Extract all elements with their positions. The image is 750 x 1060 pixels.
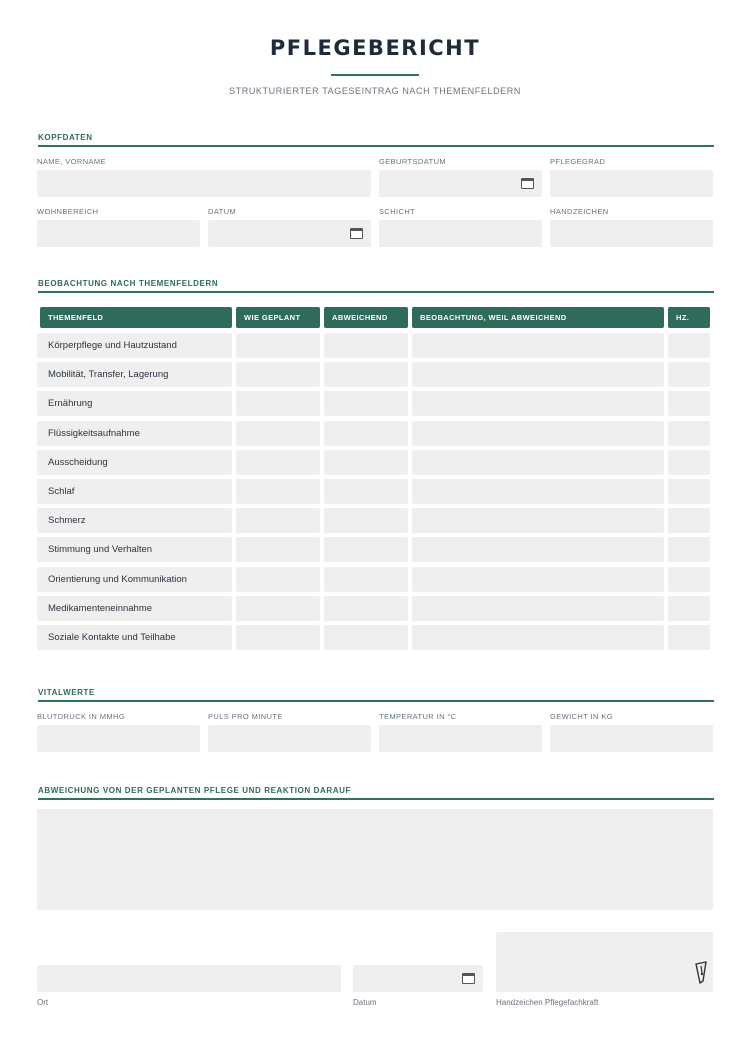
calendar-icon[interactable] bbox=[350, 228, 363, 239]
hz-cell[interactable] bbox=[668, 567, 710, 592]
sign-datum-label: Datum bbox=[353, 998, 377, 1007]
puls-field[interactable] bbox=[208, 725, 371, 752]
themenfeld-label: Ausscheidung bbox=[48, 457, 108, 468]
wie-geplant-cell[interactable] bbox=[236, 450, 320, 475]
themenfeld-label: Orientierung und Kommunikation bbox=[48, 574, 187, 585]
abweichend-cell[interactable] bbox=[324, 450, 408, 475]
section-title-beobachtung: BEOBACHTUNG NACH THEMENFELDERN bbox=[38, 279, 219, 288]
handzeichen-field[interactable] bbox=[550, 220, 713, 247]
beobachtung-cell[interactable] bbox=[412, 421, 664, 446]
ort-label: Ort bbox=[37, 998, 49, 1007]
themenfeld-label: Schmerz bbox=[48, 515, 86, 526]
section-title-abweichung: ABWEICHUNG VON DER GEPLANTEN PFLEGE UND REAKTION DARAUF bbox=[38, 786, 352, 795]
beobachtung-cell[interactable] bbox=[412, 567, 664, 592]
abweichend-cell[interactable] bbox=[324, 508, 408, 533]
abweichend-cell[interactable] bbox=[324, 362, 408, 387]
temperatur-field[interactable] bbox=[379, 725, 542, 752]
pflegegrad-label: PFLEGEGRAD bbox=[550, 157, 606, 166]
abweichend-cell[interactable] bbox=[324, 421, 408, 446]
abweichend-cell[interactable] bbox=[324, 625, 408, 650]
column-header-beobachtung: BEOBACHTUNG, WEIL ABWEICHEND bbox=[412, 307, 664, 328]
geburtsdatum-field[interactable] bbox=[379, 170, 542, 197]
themenfeld-cell bbox=[37, 362, 232, 387]
ort-field[interactable] bbox=[37, 965, 341, 992]
section-abweichung bbox=[38, 786, 714, 800]
name-label: NAME, VORNAME bbox=[37, 157, 106, 166]
gewicht-field[interactable] bbox=[550, 725, 713, 752]
hz-cell[interactable] bbox=[668, 537, 710, 562]
themenfeld-label: Stimmung und Verhalten bbox=[48, 544, 153, 555]
beobachtung-cell[interactable] bbox=[412, 508, 664, 533]
column-header-wie-geplant: WIE GEPLANT bbox=[236, 307, 320, 328]
themenfeld-cell bbox=[37, 567, 232, 592]
wie-geplant-cell[interactable] bbox=[236, 479, 320, 504]
hz-cell[interactable] bbox=[668, 596, 710, 621]
geburtsdatum-label: GEBURTSDATUM bbox=[379, 157, 447, 166]
wie-geplant-cell[interactable] bbox=[236, 537, 320, 562]
datum-field[interactable] bbox=[208, 220, 371, 247]
themenfeld-label: Medikamenteneinnahme bbox=[48, 603, 153, 614]
pen-nib-icon bbox=[694, 961, 708, 985]
themenfeld-cell bbox=[37, 537, 232, 562]
wie-geplant-cell[interactable] bbox=[236, 421, 320, 446]
hz-cell[interactable] bbox=[668, 362, 710, 387]
themenfeld-cell bbox=[37, 421, 232, 446]
name-field[interactable] bbox=[37, 170, 371, 197]
themenfeld-label: Schlaf bbox=[48, 486, 75, 497]
abweichend-cell[interactable] bbox=[324, 596, 408, 621]
wohnbereich-label: WOHNBEREICH bbox=[37, 207, 99, 216]
section-title-vitalwerte: VITALWERTE bbox=[38, 688, 95, 697]
hz-cell[interactable] bbox=[668, 333, 710, 358]
beobachtung-cell[interactable] bbox=[412, 479, 664, 504]
wie-geplant-cell[interactable] bbox=[236, 625, 320, 650]
section-vitalwerte bbox=[38, 688, 714, 702]
themenfeld-label: Flüssigkeitsaufnahme bbox=[48, 428, 140, 439]
themenfeld-cell bbox=[37, 508, 232, 533]
abweichend-cell[interactable] bbox=[324, 391, 408, 416]
column-header-abweichend: ABWEICHEND bbox=[324, 307, 408, 328]
wohnbereich-field[interactable] bbox=[37, 220, 200, 247]
themenfeld-cell bbox=[37, 479, 232, 504]
wie-geplant-cell[interactable] bbox=[236, 391, 320, 416]
themenfeld-label: Soziale Kontakte und Teilhabe bbox=[48, 632, 176, 643]
wie-geplant-cell[interactable] bbox=[236, 333, 320, 358]
beobachtung-cell[interactable] bbox=[412, 333, 664, 358]
signature-field[interactable] bbox=[496, 932, 713, 992]
blutdruck-label: BLUTDRUCK IN MMHG bbox=[37, 712, 126, 721]
wie-geplant-cell[interactable] bbox=[236, 567, 320, 592]
abweichend-cell[interactable] bbox=[324, 479, 408, 504]
hz-cell[interactable] bbox=[668, 479, 710, 504]
handzeichen-label: HANDZEICHEN bbox=[550, 207, 609, 216]
page-subtitle: STRUKTURIERTER TAGESEINTRAG NACH THEMENFELDERN bbox=[229, 86, 521, 96]
calendar-icon[interactable] bbox=[521, 178, 534, 189]
wie-geplant-cell[interactable] bbox=[236, 508, 320, 533]
column-header-themenfeld: THEMENFELD bbox=[40, 307, 232, 328]
gewicht-label: GEWICHT IN KG bbox=[550, 712, 613, 721]
abweichend-cell[interactable] bbox=[324, 567, 408, 592]
puls-label: PULS PRO MINUTE bbox=[208, 712, 283, 721]
schicht-field[interactable] bbox=[379, 220, 542, 247]
beobachtung-cell[interactable] bbox=[412, 537, 664, 562]
hz-cell[interactable] bbox=[668, 391, 710, 416]
temperatur-label: TEMPERATUR IN °C bbox=[379, 712, 457, 721]
section-beobachtung bbox=[38, 279, 714, 293]
hz-cell[interactable] bbox=[668, 625, 710, 650]
handzeichen-pflegefachkraft-label: Handzeichen Pflegefachkraft bbox=[496, 998, 599, 1007]
themenfeld-label: Ernährung bbox=[48, 398, 93, 409]
beobachtung-cell[interactable] bbox=[412, 625, 664, 650]
blutdruck-field[interactable] bbox=[37, 725, 200, 752]
beobachtung-cell[interactable] bbox=[412, 450, 664, 475]
themenfeld-label: Körperpflege und Hautzustand bbox=[48, 340, 177, 351]
beobachtung-cell[interactable] bbox=[412, 596, 664, 621]
abweichung-textarea[interactable] bbox=[37, 809, 713, 910]
column-header-hz: HZ. bbox=[668, 307, 710, 328]
section-title-kopfdaten: KOPFDATEN bbox=[38, 133, 93, 142]
themenfeld-cell bbox=[37, 333, 232, 358]
hz-cell[interactable] bbox=[668, 421, 710, 446]
abweichend-cell[interactable] bbox=[324, 537, 408, 562]
themenfeld-cell bbox=[37, 596, 232, 621]
beobachtung-cell[interactable] bbox=[412, 362, 664, 387]
themenfeld-cell bbox=[37, 625, 232, 650]
page-title: PFLEGEBERICHT bbox=[269, 36, 481, 60]
wie-geplant-cell[interactable] bbox=[236, 596, 320, 621]
beobachtung-cell[interactable] bbox=[412, 391, 664, 416]
abweichend-cell[interactable] bbox=[324, 333, 408, 358]
themenfeld-cell bbox=[37, 391, 232, 416]
hz-cell[interactable] bbox=[668, 450, 710, 475]
pflegegrad-field[interactable] bbox=[550, 170, 713, 197]
datum-label: DATUM bbox=[208, 207, 237, 216]
calendar-icon[interactable] bbox=[462, 973, 475, 984]
themenfeld-cell bbox=[37, 450, 232, 475]
sign-datum-field[interactable] bbox=[353, 965, 483, 992]
title-divider bbox=[331, 74, 419, 76]
wie-geplant-cell[interactable] bbox=[236, 362, 320, 387]
section-kopfdaten bbox=[38, 133, 714, 147]
schicht-label: SCHICHT bbox=[379, 207, 416, 216]
themenfeld-label: Mobilität, Transfer, Lagerung bbox=[48, 369, 169, 380]
hz-cell[interactable] bbox=[668, 508, 710, 533]
